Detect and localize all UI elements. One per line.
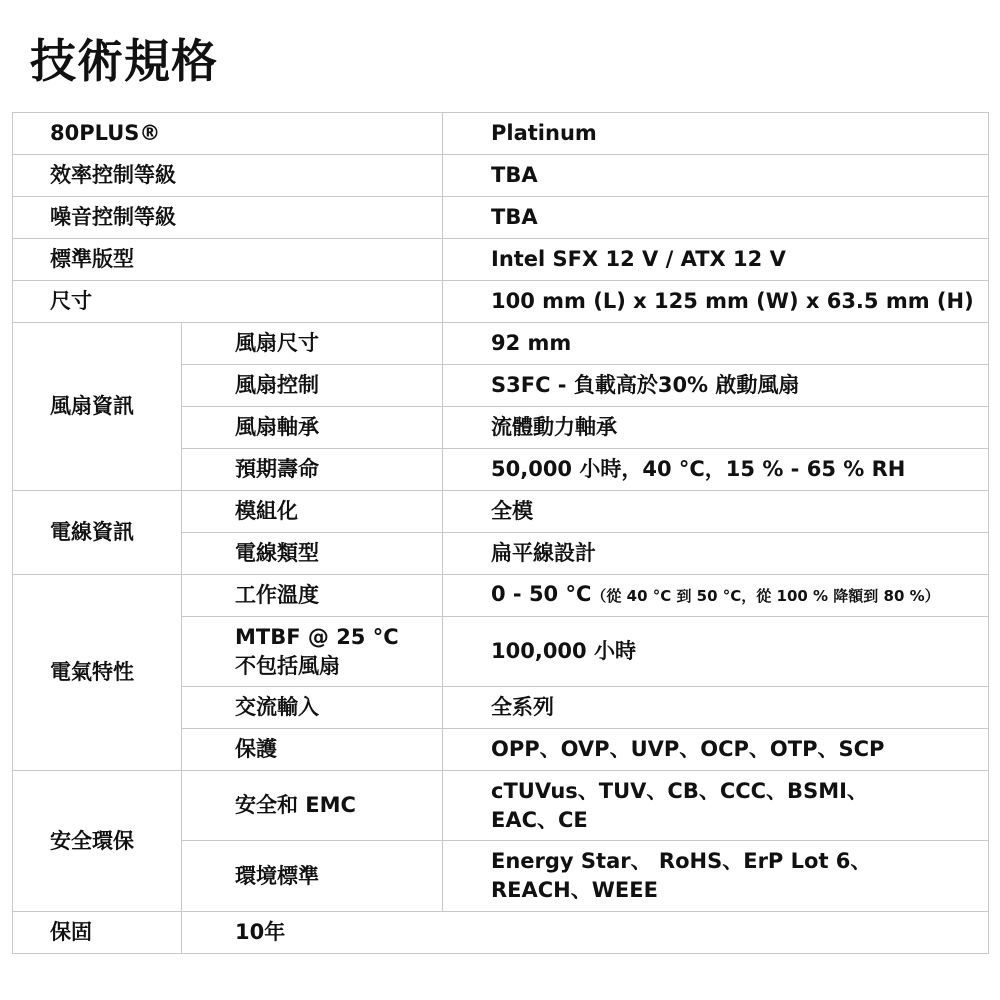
row-value-fan-lifetime: 50,000 小時，40 °C，15 % - 65 % RH (443, 449, 989, 491)
row-label-safety-emc: 安全和 EMC (182, 771, 443, 841)
row-label-protection: 保護 (182, 729, 443, 771)
operating-temp-value: 0 - 50 °C (491, 582, 592, 606)
row-label-fan-size: 風扇尺寸 (182, 323, 443, 365)
row-value-efficiency: TBA (443, 155, 989, 197)
safety-emc-line1: cTUVus、TUV、CB、CCC、BSMI、 (491, 778, 868, 803)
row-label-operating-temp: 工作溫度 (182, 575, 443, 617)
row-label-dimensions: 尺寸 (13, 281, 443, 323)
table-row (13, 491, 989, 533)
group-label-electrical: 電氣特性 (13, 575, 182, 771)
row-label-form-factor: 標準版型 (13, 239, 443, 281)
row-value-noise: TBA (443, 197, 989, 239)
row-value-dimensions: 100 mm (L) x 125 mm (W) x 63.5 mm (H) (443, 281, 989, 323)
row-value-fan-bearing: 流體動力軸承 (443, 407, 989, 449)
row-value-fan-size: 92 mm (443, 323, 989, 365)
table-row (13, 323, 989, 365)
row-value-ac-input: 全系列 (443, 687, 989, 729)
row-value-mtbf: 100,000 小時 (443, 617, 989, 687)
table-row (13, 239, 989, 281)
row-label-fan-bearing: 風扇軸承 (182, 407, 443, 449)
mtbf-label-line2: 不包括風扇 (235, 653, 340, 678)
group-label-cable: 電線資訊 (13, 491, 182, 575)
row-label-environment: 環境標準 (182, 841, 443, 912)
table-row (13, 155, 989, 197)
row-label-80plus: 80PLUS® (13, 113, 443, 155)
group-label-safety: 安全環保 (13, 771, 182, 912)
row-label-cable-type: 電線類型 (182, 533, 443, 575)
row-label-mtbf (182, 617, 443, 687)
table-row (13, 197, 989, 239)
row-label-efficiency: 效率控制等級 (13, 155, 443, 197)
row-label-modular: 模組化 (182, 491, 443, 533)
mtbf-label-line1: MTBF @ 25 °C (235, 624, 399, 649)
row-value-fan-control: S3FC - 負載高於30% 啟動風扇 (443, 365, 989, 407)
row-value-protection: OPP、OVP、UVP、OCP、OTP、SCP (443, 729, 989, 771)
row-value-safety-emc (443, 771, 989, 841)
table-row (13, 113, 989, 155)
row-label-ac-input: 交流輸入 (182, 687, 443, 729)
page-title: 技術規格 (30, 34, 218, 88)
row-value-warranty: 10年 (182, 912, 989, 954)
row-value-operating-temp (443, 575, 989, 617)
safety-emc-line2: EAC、CE (491, 807, 588, 832)
row-label-warranty: 保固 (13, 912, 182, 954)
group-label-fan: 風扇資訊 (13, 323, 182, 491)
environment-line1: Energy Star、 RoHS、ErP Lot 6、 (491, 849, 872, 873)
row-label-fan-lifetime: 預期壽命 (182, 449, 443, 491)
row-value-environment (443, 841, 989, 912)
row-value-80plus: Platinum (443, 113, 989, 155)
environment-line2: REACH、WEEE (491, 878, 658, 902)
table-row (13, 281, 989, 323)
operating-temp-note: （從 40 °C 到 50 °C，從 100 % 降額到 80 %） (591, 587, 940, 605)
row-label-noise: 噪音控制等級 (13, 197, 443, 239)
row-value-cable-type: 扁平線設計 (443, 533, 989, 575)
table-row (13, 771, 989, 841)
table-row (13, 575, 989, 617)
row-value-modular: 全模 (443, 491, 989, 533)
row-label-fan-control: 風扇控制 (182, 365, 443, 407)
specs-table (12, 112, 989, 954)
row-value-form-factor: Intel SFX 12 V / ATX 12 V (443, 239, 989, 281)
table-row (13, 912, 989, 954)
